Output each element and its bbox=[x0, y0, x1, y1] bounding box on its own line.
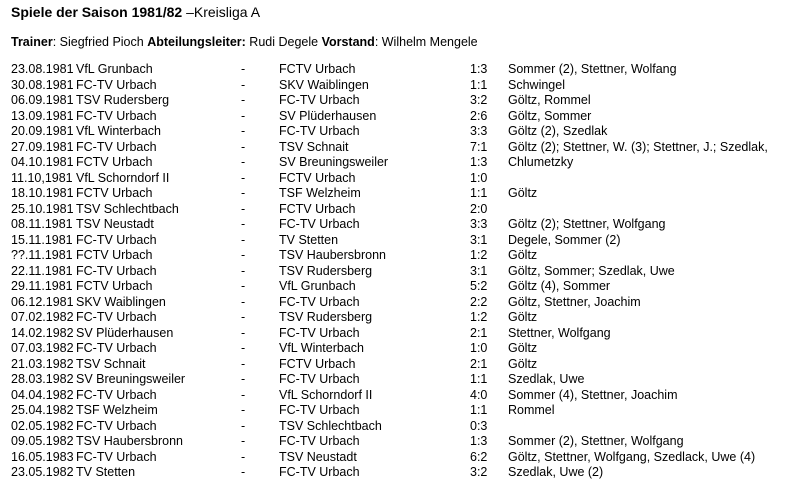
separator-dash: - bbox=[241, 418, 246, 433]
match-row bbox=[0, 248, 800, 264]
separator-dash: - bbox=[241, 124, 246, 138]
home-team: VfL Grunbach bbox=[76, 62, 153, 76]
match-score: 3:1 bbox=[470, 263, 488, 278]
match-row bbox=[0, 140, 800, 156]
match-row bbox=[0, 78, 800, 94]
match-score: 6:2 bbox=[470, 449, 488, 464]
goal-scorers: Rommel bbox=[508, 403, 555, 417]
separator-dash: - bbox=[241, 465, 246, 479]
match-row bbox=[0, 341, 800, 357]
away-team: TSV Rudersberg bbox=[279, 263, 373, 278]
separator-dash: - bbox=[241, 201, 246, 216]
goal-scorers: Stettner, Wolfgang bbox=[508, 325, 611, 340]
separator-dash: - bbox=[241, 77, 246, 92]
match-row bbox=[0, 434, 800, 450]
home-team: FC-TV Urbach bbox=[76, 232, 157, 247]
match-score: 1:1 bbox=[470, 77, 488, 92]
match-score: 3:1 bbox=[470, 232, 488, 247]
away-team: FCTV Urbach bbox=[279, 356, 356, 371]
match-score: 1:1 bbox=[470, 186, 488, 200]
match-row bbox=[0, 62, 800, 78]
match-date: 06.12.1981 bbox=[11, 294, 74, 309]
match-row bbox=[0, 155, 800, 171]
match-date: 23.05.1982 bbox=[11, 465, 74, 479]
match-row bbox=[0, 403, 800, 419]
goal-scorers: Sommer (2), Stettner, Wolfang bbox=[508, 62, 677, 76]
home-team: FC-TV Urbach bbox=[76, 449, 157, 464]
match-row bbox=[0, 357, 800, 373]
match-score: 1:1 bbox=[470, 403, 488, 417]
separator-dash: - bbox=[241, 186, 246, 200]
match-score: 4:0 bbox=[470, 387, 488, 402]
goal-scorers: Göltz, Rommel bbox=[508, 93, 591, 107]
separator-dash: - bbox=[241, 93, 246, 107]
away-team: SKV Waiblingen bbox=[279, 77, 369, 92]
trainer-name: : Siegfried Pioch bbox=[52, 35, 148, 49]
away-team: SV Breuningsweiler bbox=[279, 155, 389, 169]
home-team: FCTV Urbach bbox=[76, 155, 153, 169]
match-date: 13.09.1981 bbox=[11, 108, 74, 123]
match-date: 09.05.1982 bbox=[11, 434, 74, 448]
away-team: TSV Haubersbronn bbox=[279, 248, 387, 262]
separator-dash: - bbox=[241, 279, 246, 293]
separator-dash: - bbox=[241, 62, 246, 76]
match-date: 07.02.1982 bbox=[11, 310, 74, 324]
chairman-label: Vorstand bbox=[321, 35, 375, 49]
goal-scorers: Göltz, Stettner, Joachim bbox=[508, 294, 641, 309]
separator-dash: - bbox=[241, 139, 246, 154]
separator-dash: - bbox=[241, 372, 246, 386]
separator-dash: - bbox=[241, 155, 246, 169]
separator-dash: - bbox=[241, 108, 246, 123]
match-row bbox=[0, 465, 800, 481]
away-team: FC-TV Urbach bbox=[279, 403, 360, 417]
match-score: 1:3 bbox=[470, 62, 488, 76]
away-team: VfL Schorndorf II bbox=[279, 387, 373, 402]
home-team: SV Plüderhausen bbox=[76, 325, 174, 340]
goal-scorers: Sommer (4), Stettner, Joachim bbox=[508, 387, 678, 402]
away-team: FCTV Urbach bbox=[279, 170, 356, 185]
away-team: FCTV Urbach bbox=[279, 201, 356, 216]
home-team: FC-TV Urbach bbox=[76, 139, 157, 154]
match-row bbox=[0, 233, 800, 249]
away-team: VfL Grunbach bbox=[279, 279, 356, 293]
match-row bbox=[0, 217, 800, 233]
goal-scorers: Göltz (2), Szedlak bbox=[508, 124, 608, 138]
away-team: FC-TV Urbach bbox=[279, 217, 360, 231]
separator-dash: - bbox=[241, 403, 246, 417]
match-row bbox=[0, 388, 800, 404]
goal-scorers: Göltz, Sommer; Szedlak, Uwe bbox=[508, 263, 675, 278]
home-team: FC-TV Urbach bbox=[76, 387, 157, 402]
match-row bbox=[0, 310, 800, 326]
match-row bbox=[0, 372, 800, 388]
separator-dash: - bbox=[241, 356, 246, 371]
home-team: TSV Schnait bbox=[76, 356, 146, 371]
home-team: TSV Schlechtbach bbox=[76, 201, 179, 216]
home-team: TSV Neustadt bbox=[76, 217, 154, 231]
dept-head-name: Rudi Degele bbox=[245, 35, 322, 49]
away-team: FC-TV Urbach bbox=[279, 372, 360, 386]
match-score: 1:0 bbox=[470, 341, 488, 355]
match-row bbox=[0, 93, 800, 109]
match-score: 3:3 bbox=[470, 217, 488, 231]
match-score: 5:2 bbox=[470, 279, 488, 293]
separator-dash: - bbox=[241, 387, 246, 402]
separator-dash: - bbox=[241, 310, 246, 324]
home-team: FC-TV Urbach bbox=[76, 77, 157, 92]
match-date: 21.03.1982 bbox=[11, 356, 74, 371]
match-date: 16.05.1983 bbox=[11, 449, 74, 464]
away-team: FC-TV Urbach bbox=[279, 325, 360, 340]
away-team: TSV Schnait bbox=[279, 139, 349, 154]
goal-scorers: Göltz (4), Sommer bbox=[508, 279, 611, 293]
match-date: 07.03.1982 bbox=[11, 341, 74, 355]
separator-dash: - bbox=[241, 434, 246, 448]
home-team: SV Breuningsweiler bbox=[76, 372, 186, 386]
match-score: 1:3 bbox=[470, 155, 488, 169]
away-team: TSF Welzheim bbox=[279, 186, 361, 200]
home-team: FCTV Urbach bbox=[76, 248, 153, 262]
chairman-name: : Wilhelm Mengele bbox=[374, 35, 478, 49]
goal-scorers: Göltz (2); Stettner, Wolfgang bbox=[508, 217, 666, 231]
home-team: FC-TV Urbach bbox=[76, 263, 157, 278]
match-score: 1:2 bbox=[470, 248, 488, 262]
match-score: 2:6 bbox=[470, 108, 488, 123]
home-team: FCTV Urbach bbox=[76, 186, 153, 200]
away-team: TV Stetten bbox=[279, 232, 339, 247]
away-team: SV Plüderhausen bbox=[279, 108, 377, 123]
match-date: 06.09.1981 bbox=[11, 93, 74, 107]
separator-dash: - bbox=[241, 294, 246, 309]
match-date: ??.11.1981 bbox=[11, 248, 73, 262]
away-team: TSV Schlechtbach bbox=[279, 418, 382, 433]
match-row bbox=[0, 109, 800, 125]
goal-scorers: Göltz (2); Stettner, W. (3); Stettner, J.; Szedlak, bbox=[508, 139, 768, 154]
match-score: 3:3 bbox=[470, 124, 488, 138]
match-row bbox=[0, 419, 800, 435]
goal-scorers: Göltz bbox=[508, 186, 538, 200]
goal-scorers: Szedlak, Uwe bbox=[508, 372, 585, 386]
separator-dash: - bbox=[241, 217, 246, 231]
goal-scorers: Göltz bbox=[508, 248, 538, 262]
goal-scorers: Degele, Sommer (2) bbox=[508, 232, 621, 247]
separator-dash: - bbox=[241, 341, 246, 355]
away-team: TSV Neustadt bbox=[279, 449, 357, 464]
away-team: FC-TV Urbach bbox=[279, 93, 360, 107]
match-score: 2:2 bbox=[470, 294, 488, 309]
trainer-label: Trainer bbox=[11, 35, 53, 49]
match-list bbox=[0, 62, 800, 481]
away-team: FC-TV Urbach bbox=[279, 434, 360, 448]
home-team: TV Stetten bbox=[76, 465, 136, 479]
home-team: FC-TV Urbach bbox=[76, 310, 157, 324]
home-team: SKV Waiblingen bbox=[76, 294, 166, 309]
match-date: 04.04.1982 bbox=[11, 387, 74, 402]
match-date: 30.08.1981 bbox=[11, 77, 74, 92]
away-team: VfL Winterbach bbox=[279, 341, 364, 355]
away-team: FC-TV Urbach bbox=[279, 465, 360, 479]
separator-dash: - bbox=[241, 248, 246, 262]
match-date: 25.10.1981 bbox=[11, 201, 74, 216]
match-row bbox=[0, 124, 800, 140]
match-score: 1:2 bbox=[470, 310, 488, 324]
separator-dash: - bbox=[241, 263, 246, 278]
goal-scorers: Göltz, Sommer bbox=[508, 108, 592, 123]
goal-scorers: Göltz, Stettner, Wolfgang, Szedlack, Uwe (4) bbox=[508, 449, 756, 464]
match-score: 7:1 bbox=[470, 139, 488, 154]
match-score: 1:3 bbox=[470, 434, 488, 448]
match-score: 1:0 bbox=[470, 170, 488, 185]
goal-scorers: Szedlak, Uwe (2) bbox=[508, 465, 604, 479]
home-team: TSF Welzheim bbox=[76, 403, 158, 417]
match-row bbox=[0, 202, 800, 218]
match-date: 08.11.1981 bbox=[11, 217, 73, 231]
page-title bbox=[11, 4, 260, 21]
home-team: FC-TV Urbach bbox=[76, 341, 157, 355]
home-team: TSV Haubersbronn bbox=[76, 434, 184, 448]
match-date: 11.10,1981 bbox=[11, 170, 73, 185]
match-score: 3:2 bbox=[470, 465, 488, 479]
match-row bbox=[0, 264, 800, 280]
match-date: 22.11.1981 bbox=[11, 263, 73, 278]
home-team: TSV Rudersberg bbox=[76, 93, 170, 107]
match-row bbox=[0, 326, 800, 342]
season-title: Spiele der Saison 1981/82 bbox=[11, 4, 183, 20]
match-date: 20.09.1981 bbox=[11, 124, 74, 138]
away-team: FC-TV Urbach bbox=[279, 294, 360, 309]
goal-scorers: Göltz bbox=[508, 356, 538, 371]
match-row bbox=[0, 279, 800, 295]
match-date: 29.11.1981 bbox=[11, 279, 73, 293]
separator-dash: - bbox=[241, 449, 246, 464]
match-score: 3:2 bbox=[470, 93, 488, 107]
home-team: VfL Winterbach bbox=[76, 124, 161, 138]
match-date: 28.03.1982 bbox=[11, 372, 74, 386]
match-date: 04.10.1981 bbox=[11, 155, 74, 169]
goal-scorers: Chlumetzky bbox=[508, 155, 574, 169]
home-team: FCTV Urbach bbox=[76, 279, 153, 293]
match-row bbox=[0, 186, 800, 202]
match-date: 02.05.1982 bbox=[11, 418, 74, 433]
away-team: FC-TV Urbach bbox=[279, 124, 360, 138]
dept-head-label: Abteilungsleiter: bbox=[147, 35, 246, 49]
away-team: FCTV Urbach bbox=[279, 62, 356, 76]
match-date: 25.04.1982 bbox=[11, 403, 74, 417]
separator-dash: - bbox=[241, 170, 246, 185]
home-team: VfL Schorndorf II bbox=[76, 170, 170, 185]
league-label: –Kreisliga A bbox=[182, 4, 261, 20]
match-row bbox=[0, 450, 800, 466]
goal-scorers: Göltz bbox=[508, 341, 538, 355]
separator-dash: - bbox=[241, 232, 246, 247]
staff-line bbox=[11, 35, 478, 50]
home-team: FC-TV Urbach bbox=[76, 418, 157, 433]
home-team: FC-TV Urbach bbox=[76, 108, 157, 123]
goal-scorers: Sommer (2), Stettner, Wolfgang bbox=[508, 434, 684, 448]
match-row bbox=[0, 295, 800, 311]
match-date: 23.08.1981 bbox=[11, 62, 74, 76]
match-date: 14.02.1982 bbox=[11, 325, 74, 340]
goal-scorers: Göltz bbox=[508, 310, 538, 324]
match-score: 2:1 bbox=[470, 356, 488, 371]
goal-scorers: Schwingel bbox=[508, 77, 565, 92]
match-date: 15.11.1981 bbox=[11, 232, 73, 247]
match-score: 0:3 bbox=[470, 418, 488, 433]
match-score: 1:1 bbox=[470, 372, 488, 386]
separator-dash: - bbox=[241, 325, 246, 340]
match-date: 27.09.1981 bbox=[11, 139, 74, 154]
match-date: 18.10.1981 bbox=[11, 186, 74, 200]
match-row bbox=[0, 171, 800, 187]
match-score: 2:0 bbox=[470, 201, 488, 216]
match-score: 2:1 bbox=[470, 325, 488, 340]
away-team: TSV Rudersberg bbox=[279, 310, 373, 324]
